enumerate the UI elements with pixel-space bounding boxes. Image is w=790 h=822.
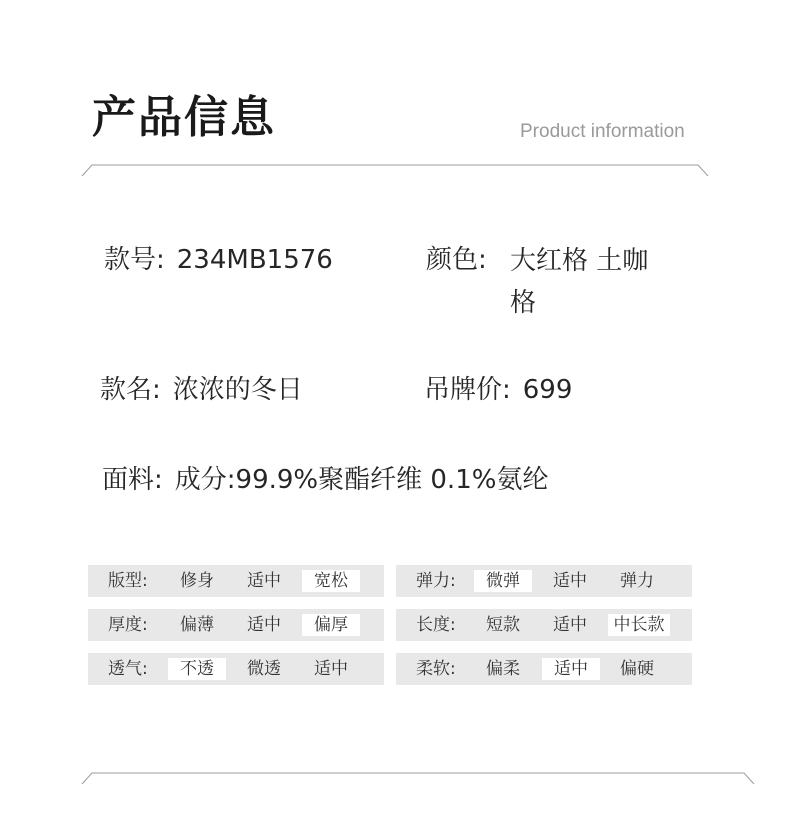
spec-option: 适中	[314, 659, 348, 679]
spec-option-selected: 适中	[542, 658, 600, 680]
top-divider	[0, 160, 790, 180]
spec-label: 弹力:	[416, 571, 456, 591]
tag-price-value: 699	[522, 375, 573, 405]
spec-option: 偏柔	[486, 659, 520, 679]
spec-label: 版型:	[108, 571, 148, 591]
fabric-field	[102, 460, 548, 500]
style-number-field	[104, 240, 333, 280]
tag-price-label: 吊牌价:	[424, 375, 511, 405]
product-name-field	[100, 370, 303, 410]
color-label: 颜色:	[426, 245, 487, 275]
spec-option-selected: 宽松	[302, 570, 360, 592]
spec-label: 柔软:	[416, 659, 456, 679]
spec-option: 偏硬	[620, 659, 654, 679]
spec-row-thickness	[88, 609, 384, 641]
spec-row-softness	[396, 653, 692, 685]
spec-option: 适中	[247, 615, 281, 635]
spec-option: 微透	[247, 659, 281, 679]
page-subtitle: Product information	[520, 121, 685, 142]
fabric-label: 面料:	[102, 465, 163, 495]
spec-option: 弹力	[620, 571, 654, 591]
color-value: 大红格 土咖格	[510, 246, 649, 318]
spec-option: 适中	[553, 615, 587, 635]
spec-label: 透气:	[108, 659, 148, 679]
product-name-label: 款名:	[100, 375, 161, 405]
spec-option-selected: 偏厚	[302, 614, 360, 636]
spec-option-selected: 不透	[168, 658, 226, 680]
bottom-divider	[0, 768, 790, 788]
tag-price-field	[424, 370, 572, 410]
spec-option: 修身	[180, 571, 214, 591]
spec-option: 短款	[486, 615, 520, 635]
spec-row-fit	[88, 565, 384, 597]
spec-label: 长度:	[416, 615, 456, 635]
spec-row-breathability	[88, 653, 384, 685]
spec-option: 适中	[247, 571, 281, 591]
fabric-value: 成分:99.9%聚酯纤维 0.1%氨纶	[174, 465, 549, 495]
spec-option: 偏薄	[180, 615, 214, 635]
spec-option: 适中	[553, 571, 587, 591]
spec-label: 厚度:	[108, 615, 148, 635]
spec-row-length	[396, 609, 692, 641]
style-number-label: 款号:	[104, 245, 165, 275]
spec-option-selected: 中长款	[608, 614, 670, 636]
product-name-value: 浓浓的冬日	[172, 375, 303, 405]
spec-row-elasticity	[396, 565, 692, 597]
spec-option-selected: 微弹	[474, 570, 532, 592]
style-number-value: 234MB1576	[176, 245, 333, 275]
page-title: 产品信息	[92, 92, 276, 143]
